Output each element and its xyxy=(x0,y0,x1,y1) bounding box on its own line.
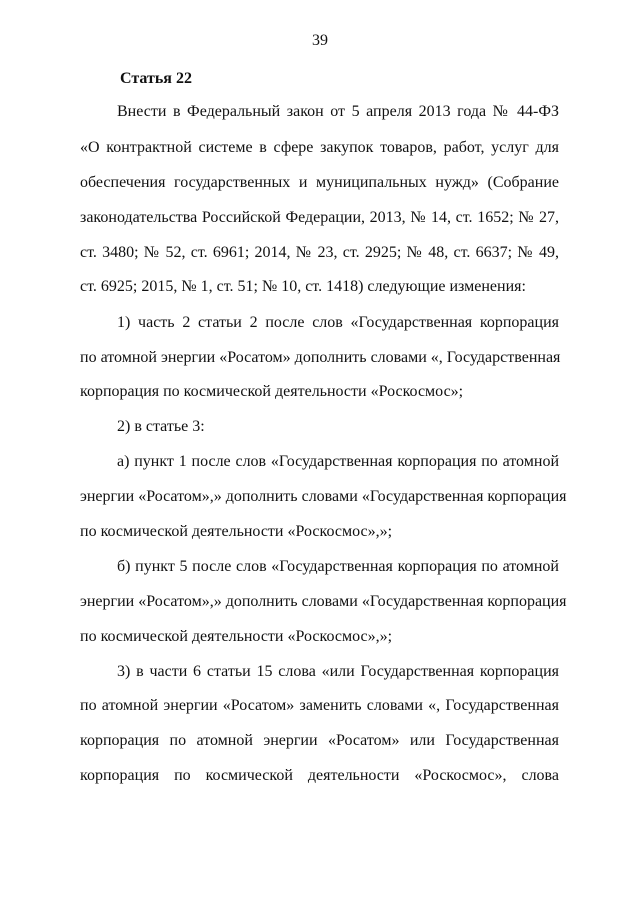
text-line: б) пункт 5 после слов «Государственная корпорация по атомной xyxy=(117,558,559,575)
text-line: ст. 6925; 2015, № 1, ст. 51; № 10, ст. 1418) следующие изменения: xyxy=(80,278,526,295)
text-line: по атомной энергии «Росатом» заменить словами «, Государственная xyxy=(80,697,559,714)
text-line: энергии «Росатом»,» дополнить словами «Государственная корпорация xyxy=(80,593,567,610)
text-line: законодательства Российской Федерации, 2013, № 14, ст. 1652; № 27, xyxy=(80,209,559,226)
text-line: 1) часть 2 статьи 2 после слов «Государственная корпорация xyxy=(117,314,559,331)
text-line: по космической деятельности «Роскосмос»,»; xyxy=(80,523,393,540)
article-heading: Статья 22 xyxy=(120,70,192,87)
text-line: 2) в статье 3: xyxy=(117,418,205,435)
text-line: «О контрактной системе в сфере закупок товаров, работ, услуг для xyxy=(80,139,559,156)
text-line: а) пункт 1 после слов «Государственная корпорация по атомной xyxy=(117,453,559,470)
text-line: 3) в части 6 статьи 15 слова «или Государственная корпорация xyxy=(117,663,559,680)
text-line: корпорация по космической деятельности «Роскосмос»; xyxy=(80,383,464,400)
text-line: по атомной энергии «Росатом» дополнить словами «, Государственная xyxy=(80,349,561,366)
text-line: ст. 3480; № 52, ст. 6961; 2014, № 23, ст. 2925; № 48, ст. 6637; № 49, xyxy=(80,244,559,261)
text-line: корпорация по атомной энергии «Росатом» или Государственная xyxy=(80,732,559,749)
text-line: корпорация по космической деятельности «Роскосмос», слова xyxy=(80,767,559,784)
page-number: 39 xyxy=(312,32,328,49)
text-line: по космической деятельности «Роскосмос»,»; xyxy=(80,628,393,645)
text-line: обеспечения государственных и муниципальных нужд» (Собрание xyxy=(80,174,559,191)
text-line: Внести в Федеральный закон от 5 апреля 2013 года № 44-ФЗ xyxy=(117,103,559,120)
text-line: энергии «Росатом»,» дополнить словами «Государственная корпорация xyxy=(80,488,567,505)
